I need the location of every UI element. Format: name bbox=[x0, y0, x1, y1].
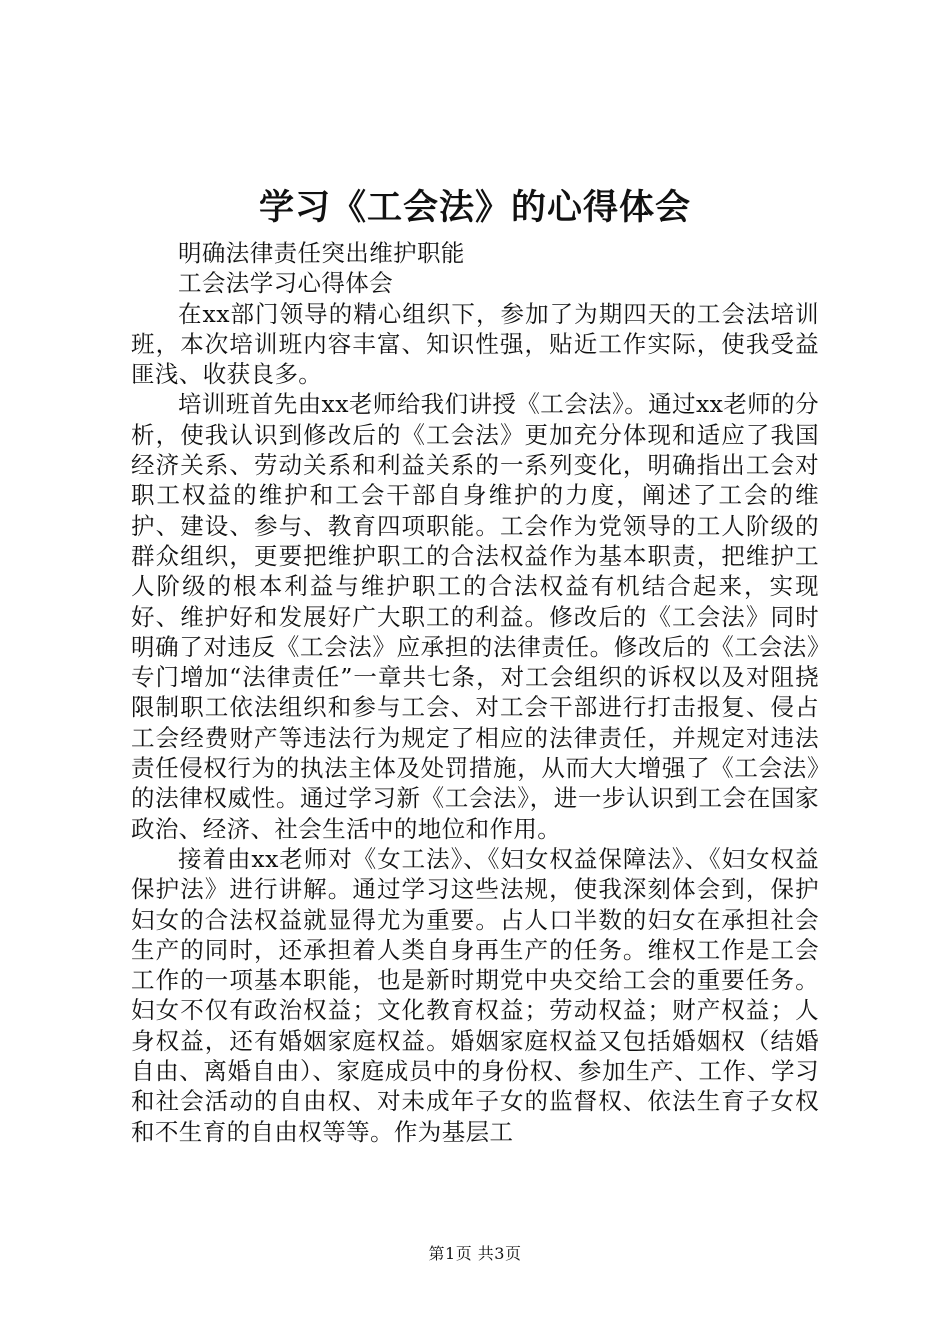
paragraph: 培训班首先由xx老师给我们讲授《工会法》。通过xx老师的分析，使我认识到修改后的《工会法》更加充分体现和适应了我国经济关系、劳动关系和利益关系的一系列变化，明确指出工会对职工权益的维护和工会干部自身维护的力度，阐述了工会的维护、建设、参与、教育四项职能。工会作为党领导的工人阶级的群众组织，更要把维护职工的合法权益作为基本职责，把维护工人阶级的根本利益与维护职工的合法权益有机结合起来，实现好、维护好和发展好广大职工的利益。修改后的《工会法》同时明确了对违反《工会法》应承担的法律责任。修改后的《工会法》专门增加“法律责任”一章共七条，对工会组织的诉权以及对阻挠限制职工依法组织和参与工会、对工会干部进行打击报复、侵占工会经费财产等违法行为规定了相应的法律责任，并规定对违法责任侵权行为的执法主体及处罚措施，从而大大增强了《工会法》的法律权威性。通过学习新《工会法》，进一步认识到工会在国家政治、经济、社会生活中的地位和作用。 bbox=[131, 390, 819, 843]
paragraph: 在xx部门领导的精心组织下，参加了为期四天的工会法培训班，本次培训班内容丰富、知识性强，贴近工作实际，使我受益匪浅、收获良多。 bbox=[131, 299, 819, 389]
page-number: 第1页 共3页 bbox=[428, 1244, 522, 1263]
page-footer bbox=[0, 1243, 950, 1265]
paragraph: 接着由xx老师对《女工法》、《妇女权益保障法》、《妇女权益保护法》进行讲解。通过学习这些法规，使我深刻体会到，保护妇女的合法权益就显得尤为重要。占人口半数的妇女在承担社会生产的同时，还承担着人类自身再生产的任务。维权工作是工会工作的一项基本职能，也是新时期党中央交给工会的重要任务。妇女不仅有政治权益；文化教育权益；劳动权益；财产权益；人身权益，还有婚姻家庭权益。婚姻家庭权益又包括婚姻权（结婚自由、离婚自由）、家庭成员中的身份权、参加生产、工作、学习和社会活动的自由权、对未成年子女的监督权、依法生育子女权和不生育的自由权等等。作为基层工 bbox=[131, 844, 819, 1146]
paragraph-heading: 工会法学习心得体会 bbox=[178, 269, 394, 298]
document-body bbox=[131, 238, 819, 1147]
paragraph-subtitle: 明确法律责任突出维护职能 bbox=[178, 239, 465, 267]
document-title: 学习《工会法》的心得体会 bbox=[258, 187, 691, 228]
